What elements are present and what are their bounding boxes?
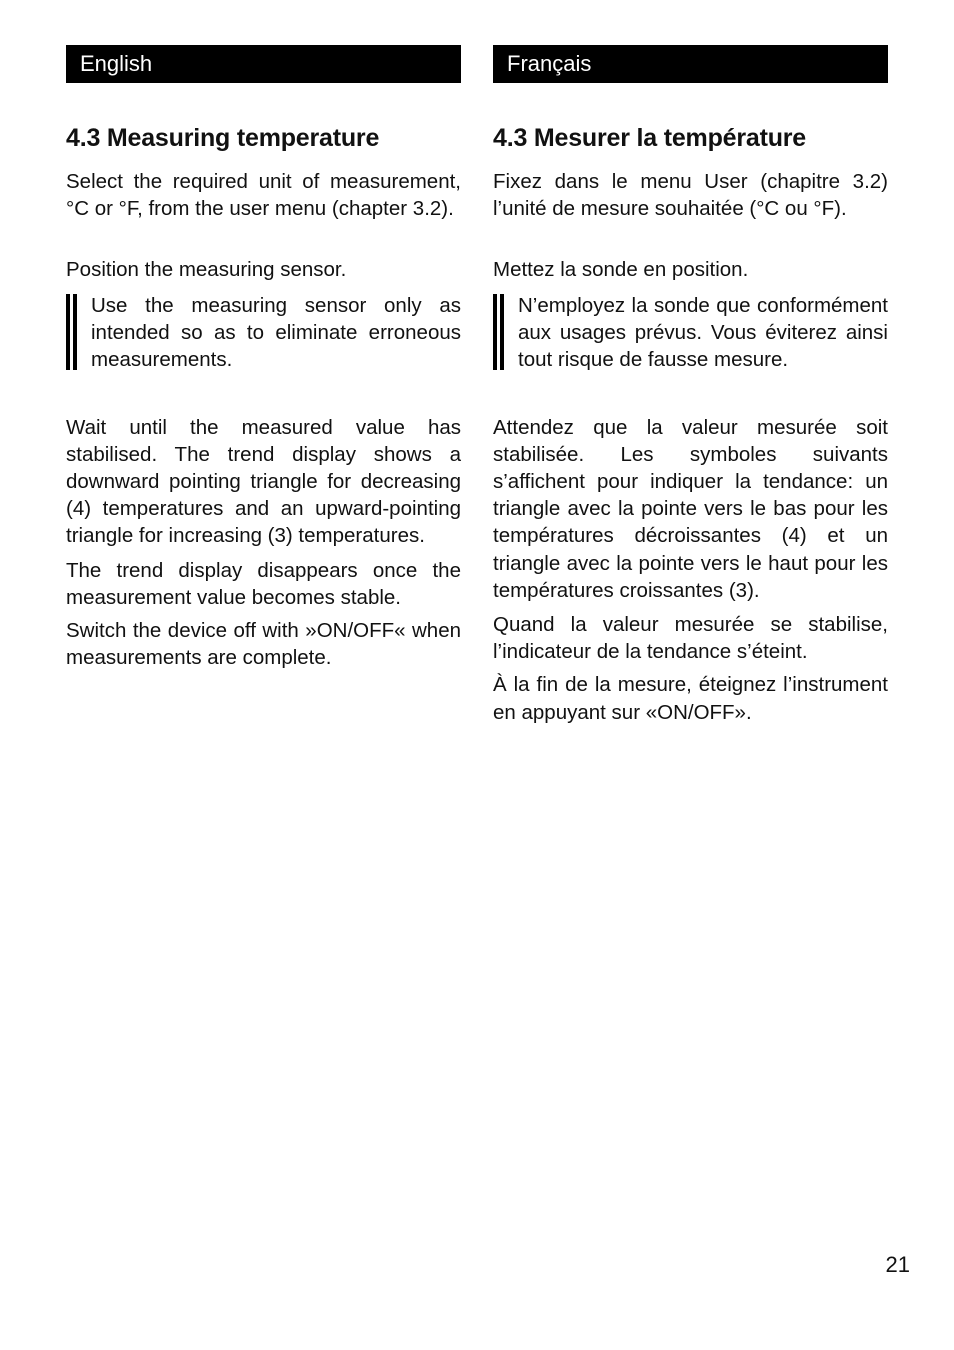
note-text-english: Use the measuring sensor only as intended so as to eliminate erroneous measurements. [91, 293, 461, 371]
stable-paragraph-french: Quand la valeur mesurée se stabilise, l’indicateur de la tendance s’éteint. [493, 613, 888, 664]
switch-off-paragraph-english: Switch the device off with »ON/OFF« when measurements are complete. [66, 619, 461, 670]
note-marker-icon [66, 294, 77, 370]
wait-paragraph-english: Wait until the measured value has stabilised. The trend display shows a downward pointing triangle for decreasing (4) temperatures and an upward-pointing triangle for increasing (3) temperatures. [66, 415, 461, 548]
switch-off-paragraph-french: À la fin de la mesure, éteignez l’instrument en appuyant sur «ON/OFF». [493, 673, 888, 724]
section-heading-french: 4.3 Mesurer la température [493, 124, 807, 152]
page-number: 21 [885, 1252, 910, 1277]
position-paragraph-english: Position the measuring sensor. [66, 258, 347, 282]
note-marker-icon [493, 294, 504, 370]
note-block-french [493, 292, 888, 373]
language-header-english: English [66, 45, 461, 83]
intro-paragraph-french: Fixez dans le menu User (chapitre 3.2) l’unité de mesure souhaitée (°C ou °F). [493, 170, 888, 221]
intro-paragraph-english: Select the required unit of measurement, °C or °F, from the user menu (chapter 3.2). [66, 170, 461, 221]
note-text-french: N’employez la sonde que conformément aux usages prévus. Vous éviterez ainsi tout risque de fausse mesure. [518, 293, 888, 371]
position-paragraph-french: Mettez la sonde en position. [493, 258, 749, 282]
section-heading-english: 4.3 Measuring temperature [66, 124, 380, 152]
wait-paragraph-french: Attendez que la valeur mesurée soit stabilisée. Les symboles suivants s’affichent pour indiquer la tendance: un triangle avec la pointe vers le bas pour les températures décroissantes (4) et un triangle avec la pointe vers le haut pour les températures croissantes (3). [493, 415, 888, 602]
french-column [493, 45, 888, 726]
stable-paragraph-english: The trend display disappears once the measurement value becomes stable. [66, 558, 461, 609]
english-column [66, 45, 461, 671]
note-block-english [66, 292, 461, 373]
language-header-french: Français [493, 45, 888, 83]
